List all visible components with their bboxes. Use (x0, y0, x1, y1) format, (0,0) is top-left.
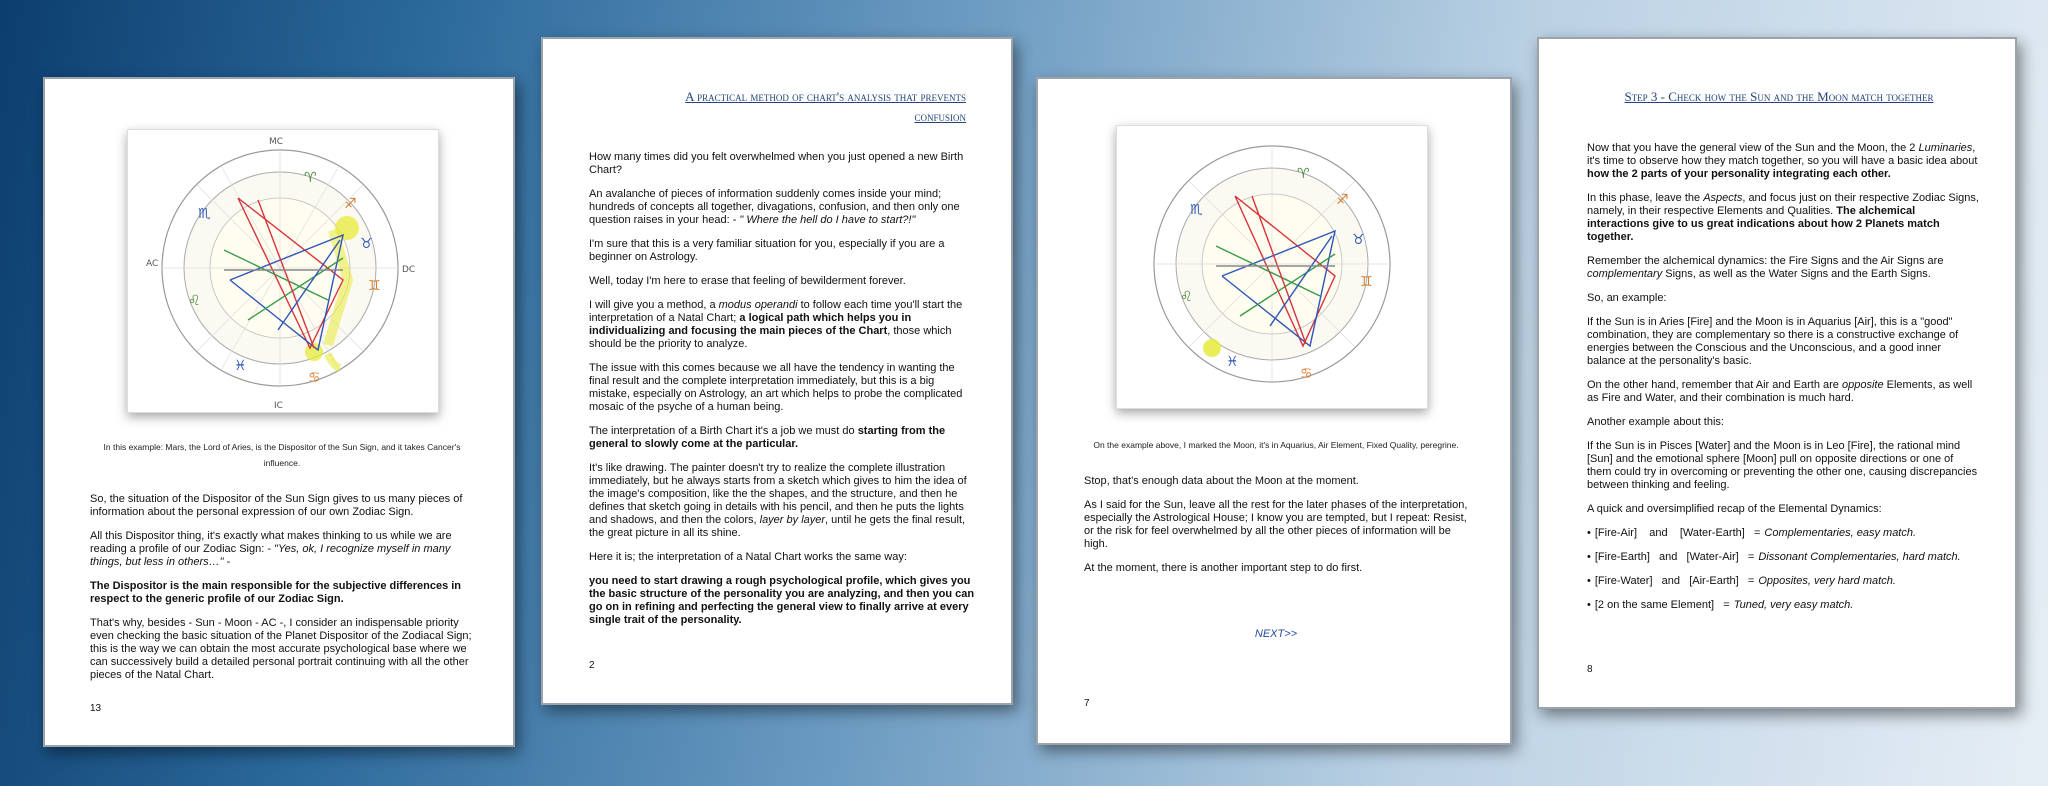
paragraph-6: On the other hand, remember that Air and Earth are opposite Elements, as well as Fire and Water, and their combination is much hard. (1587, 379, 1973, 404)
ac-label: AC (146, 259, 159, 269)
svg-text:♋: ♋ (1300, 366, 1313, 382)
paragraph-9: Here it is; the interpretation of a Natal Chart works the same way: (589, 551, 907, 563)
page-number: 13 (90, 703, 102, 714)
paragraph-1: Now that you have the general view of the Sun and the Moon, the 2 Luminaries, it's time to observe how they match together, so you will have a basic idea about how the 2 parts of your personality integrating each other. (1587, 142, 1978, 180)
svg-text:♓: ♓ (234, 358, 247, 374)
paragraph-7: The interpretation of a Birth Chart it's a job we must do starting from the general to slowly come at the particular. (589, 425, 946, 450)
recap-item-3: • [Fire-Water] and [Air-Earth] = Opposites, very hard match. (1587, 575, 1896, 587)
page-title: A practical method of chart's analysis that prevents confusion (685, 89, 966, 124)
dc-label: DC (402, 265, 416, 275)
natal-chart-svg (128, 130, 438, 412)
page-body (1084, 475, 1472, 586)
svg-text:♊: ♊ (368, 278, 381, 294)
page-body (1587, 142, 1979, 623)
svg-text:♉: ♉ (360, 236, 373, 252)
paragraph-4: Well, today I'm here to erase that feeling of bewilderment forever. (589, 275, 906, 287)
recap-item-2: • [Fire-Earth] and [Water-Air] = Dissonant Complementaries, hard match. (1587, 551, 1961, 563)
paragraph-3: I'm sure that this is a very familiar situation for you, especially if you are a beginner on Astrology. (589, 238, 945, 263)
page-body (589, 151, 977, 638)
page-number: 7 (1084, 698, 1090, 709)
page-number: 8 (1587, 664, 1593, 675)
paragraph-6: The issue with this comes because we all have the tendency in wanting the final result and the complete interpretation immediately, but this is a big mistake, especially on Astrology, an art which helps to probe the complicated mosaic of the psyche of a human being. (589, 362, 963, 413)
chart-caption: On the example above, I marked the Moon, it's in Aquarius, Air Element, Fixed Quality, peregrine. (1093, 440, 1459, 450)
paragraph-8: It's like drawing. The painter doesn't try to realize the complete illustration immediately, but he always starts from a sketch which gives to him the idea of the image's composition, like the the shapes, and the structure, and then he defines that sketch going in details with his pencil, and then he puts the lights and shadows, and then the colors, layer by layer, until he gets the final result, the great picture in all its shine. (589, 462, 967, 539)
paragraph-3-bold: The Dispositor is the main responsible for the subjective differences in respect to the generic profile of our Zodiac Sign. (90, 580, 462, 605)
page-7 (1036, 77, 1512, 745)
paragraph-4: That's why, besides - Sun - Moon - AC -, I consider an indispensable priority even checking the basic situation of the Planet Dispositor of the Zodiacal Sign; this is the way we can obtain the most accurate psychological base where we can successively build a detailed personal portrait continuing with all the other pieces of the Natal Chart. (90, 617, 472, 681)
next-link[interactable]: NEXT>> (1254, 628, 1298, 640)
paragraph-2: All this Dispositor thing, it's exactly what makes thinking to us while we are reading a profile of our Zodiac Sign: - "Yes, ok, I recognize myself in many things, but less in others…" - (90, 530, 452, 568)
svg-text:♈: ♈ (1297, 166, 1310, 182)
svg-text:♌: ♌ (1180, 289, 1193, 305)
paragraph-7: Another example about this: (1587, 416, 1724, 428)
natal-chart-image (127, 129, 439, 413)
svg-text:♉: ♉ (1352, 232, 1365, 248)
svg-text:♊: ♊ (1360, 274, 1373, 290)
svg-text:♋: ♋ (308, 370, 321, 386)
chart-caption: In this example: Mars, the Lord of Aries, is the Dispositor of the Sun Sign, and it takes Cancer's influence. (103, 442, 461, 468)
page-8 (1537, 37, 2017, 709)
paragraph-9: A quick and oversimplified recap of the Elemental Dynamics: (1587, 503, 1882, 515)
paragraph-4: So, an example: (1587, 292, 1667, 304)
page-number: 2 (589, 660, 595, 671)
page-body (90, 493, 474, 693)
paragraph-8: If the Sun is in Pisces [Water] and the Moon is in Leo [Fire], the rational mind [Sun] and the emotional sphere [Moon] pull on opposite directions or one of them could try in overcoming or preventing the other one, causing discrepancies between thinking and feeling. (1587, 440, 1978, 491)
paragraph-3: At the moment, there is another important step to do first. (1084, 562, 1363, 574)
paragraph-2: In this phase, leave the Aspects, and focus just on their respective Zodiac Signs, namely, in their respective Elements and Qualities. The alchemical interactions give to us great indications about how 2 Planets match together. (1587, 192, 1979, 243)
svg-text:♐: ♐ (1336, 192, 1349, 208)
svg-text:♓: ♓ (1226, 354, 1239, 370)
recap-item-4: • [2 on the same Element] = Tuned, very easy match. (1587, 599, 1854, 611)
paragraph-5: I will give you a method, a modus operandi to follow each time you'll start the interpretation of a Natal Chart; a logical path which helps you in individualizing and focusing the main pieces of the Chart, those which should be the priority to analyze. (589, 299, 963, 350)
paragraph-2: As I said for the Sun, leave all the rest for the later phases of the interpretation, especially the Astrological House; I know you are tempted, but I repeat: Resist, or the risk for feel overwhelmed by all the other pieces of information will be high. (1084, 499, 1468, 550)
natal-chart-image (1116, 125, 1428, 409)
paragraph-1: How many times did you felt overwhelmed when you just opened a new Birth Chart? (589, 151, 964, 176)
svg-text:♏: ♏ (198, 206, 211, 222)
page-title: Step 3 - Check how the Sun and the Moon match together (1624, 89, 1934, 104)
page-13 (43, 77, 515, 747)
paragraph-10-bold: you need to start drawing a rough psychological profile, which gives you the basic structure of the personality you are analyzing, and then you can go on in refining and perfecting the general view to finally arrive at every single trait of the personality. (589, 575, 975, 626)
svg-text:♐: ♐ (344, 196, 357, 212)
svg-text:♌: ♌ (188, 293, 201, 309)
mc-label: MC (269, 137, 284, 147)
page-2 (541, 37, 1013, 705)
paragraph-1: So, the situation of the Dispositor of the Sun Sign gives to us many pieces of information about the personal expression of our own Zodiac Sign. (90, 493, 463, 518)
svg-text:♈: ♈ (304, 170, 317, 186)
ic-label: IC (274, 401, 283, 411)
paragraph-1: Stop, that's enough data about the Moon at the moment. (1084, 475, 1359, 487)
svg-text:♏: ♏ (1190, 202, 1203, 218)
recap-item-1: • [Fire-Air] and [Water-Earth] = Complementaries, easy match. (1587, 527, 1917, 539)
paragraph-3: Remember the alchemical dynamics: the Fire Signs and the Air Signs are complementary Signs, as well as the Water Signs and the Earth Signs. (1587, 255, 1944, 280)
paragraph-5: If the Sun is in Aries [Fire] and the Moon is in Aquarius [Air], this is a "good" combination, they are complementary so there is a constructive exchange of energies between the Conscious and the Unconscious, and a good inner balance at the personality's basic. (1587, 316, 1959, 367)
natal-chart-svg (1117, 126, 1427, 408)
paragraph-2: An avalanche of pieces of information suddenly comes inside your mind; hundreds of concepts all together, divagations, confusion, and then only one question raises in your head: - " Where the hell do I have to start?!" (589, 188, 960, 226)
